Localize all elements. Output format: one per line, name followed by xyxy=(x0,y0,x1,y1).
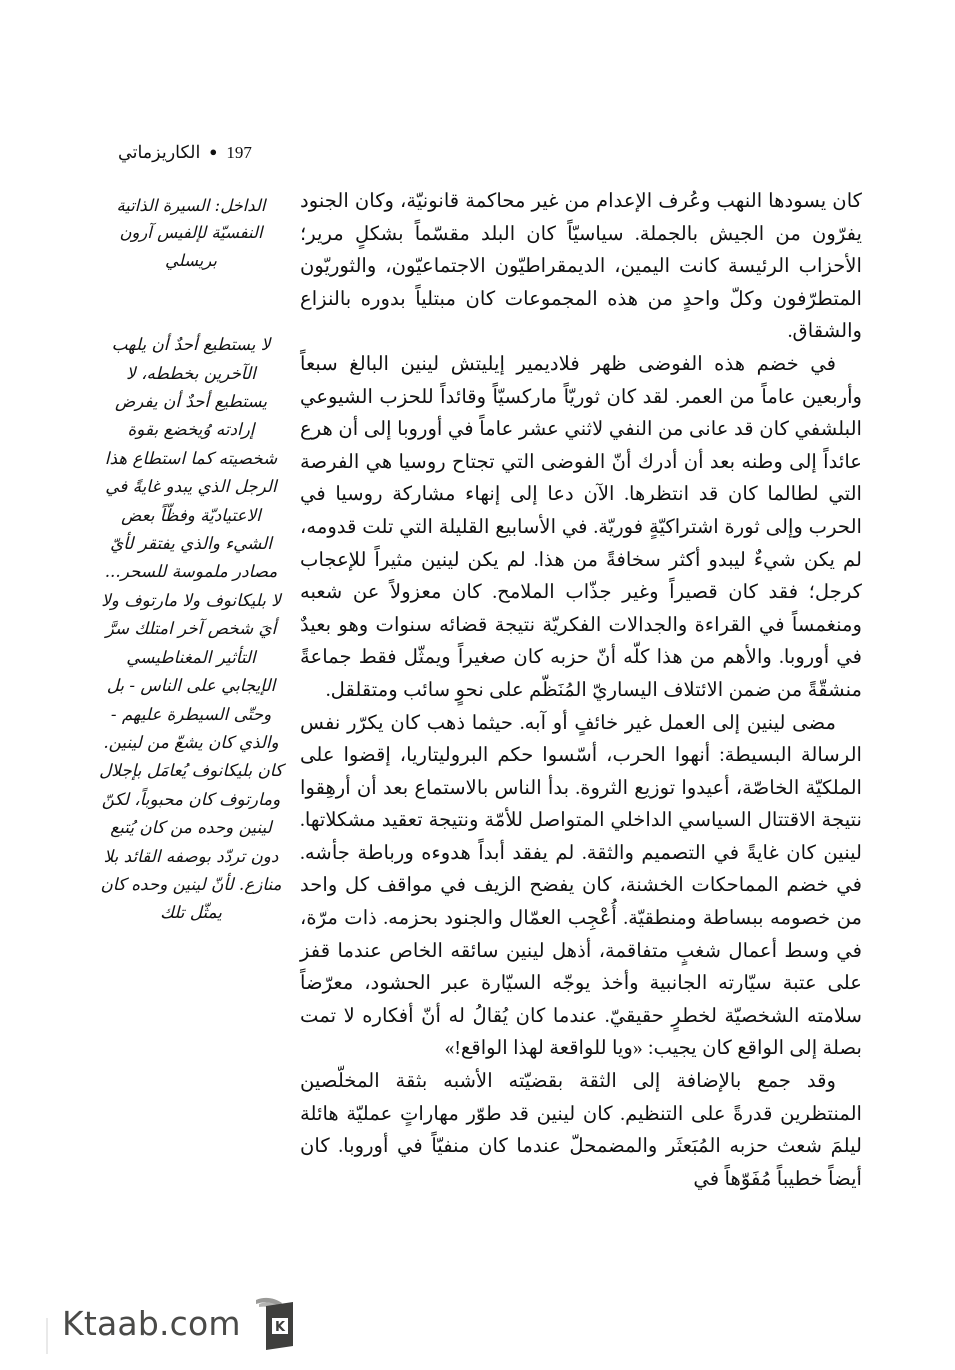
page-columns xyxy=(0,186,955,1256)
open-book-icon xyxy=(253,1294,301,1352)
running-head xyxy=(118,142,418,163)
page-number: 197 xyxy=(226,143,252,162)
main-text-column xyxy=(300,186,862,1196)
running-head-separator: ● xyxy=(209,144,218,159)
body-paragraph-3: مضى لينين إلى العمل غير خائفٍ أو آبه. حيثما ذهب كان يكرّر نفس الرسالة البسيطة: أنهوا الحرب، أسّسوا حكم البروليتاريا، إقضوا على الملكيّة الخاصّة، أعيدوا توزيع الثروة. بدأ الناس بالاستماع بعد أن أرهِقوا نتيجة الاقتتال السياسي الداخلي المتواصل للأمّة ونتيجة تعقيد مشكلاتها. لينين كان غايةً في التصميم والثقة. لم يفقد أبداً هدوءه ورباطة جأشه. في خضم المماحكات الخشنة، كان يفضح الزيف في مواقف كل واحد من خصومه ببساطة ومنطقيّة. أُعْجِب العمّال والجنود بحزمه. ذات مرّة، في وسط أعمال شغبٍ متفاقمة، أذهل لينين سائقه الخاص عندما قفز على عتبة سيّارته الجانبية وأخذ يوجّه السيّارة عبر الحشود، معرّضاً سلامته الشخصيّة لخطرٍ حقيقيّ. عندما كان يُقالُ له أنّ أفكاره لا تمت بصلة إلى الواقع كان يجيب: «ويا للواقعة لهذا الواقع!» xyxy=(300,712,862,1060)
svg-text:K: K xyxy=(274,1320,285,1335)
page-edge-artifact xyxy=(46,1318,48,1354)
body-paragraph-4: وقد جمع بالإضافة إلى الثقة بقضيّته الأشبه بثقة المخلّصين المنتظرين قدرةً على التنظيم. كان لينين قد طوّر مهاراتٍ عمليّة هائلة ليلمَ شعث حزبه المُبَعثَر والمضمحلّ عندما كان منفيّاً في أوروبا. كان أيضاً خطيباً مُفَوّهاً في xyxy=(300,1071,862,1190)
sidebar-caption: الداخل: السيرة الذاتية النفسيّة لإلفيس آرون بريسلي xyxy=(116,196,266,270)
sidebar-column xyxy=(98,192,284,927)
watermark-text: Ktaab.com xyxy=(62,1303,241,1343)
body-paragraph-2: في خضم هذه الفوضى ظهر فلاديمير إيليتش لينين البالغ سبعاً وأربعين عاماً من العمر. لقد كان ثوريّاً ماركسيّاً وقائداً للحزب الشيوعي البلشفي كان قد عانى من النفي لاثني عشر عاماً في أوروبا إلى أن هرع عائداً إلى وطنه بعد أن أدرك أنّ الفوضى التي تجتاح روسيا هي الفرصة التي لطالما كان قد انتظرها. الآن دعا إلى إنهاء مشاركة روسيا في الحرب وإلى ثورة اشتراكيّةٍ فوريّة. في الأسابيع القليلة التي تلت قدومه، لم يكن شيءٌ ليبدو أكثر سخافةً من هذا. لم يكن لينين مثيراً للإعجاب كرجل؛ فقد كان قصيراً وغير جذّاب الملامح. كان معزولاً عن شعبه ومنغمساً في القراءة والجدالات الفكريّة نتيجة قضائه سنوات وهو بعيدٌ في أوروبا. والأهم من هذا كلّه أنّ حزبه كان صغيراً ويمثّل فقط جماعةً منشقّةً من ضمن الائتلاف اليساريّ المُنَظّم على نحوٍ سائب ومتقلقل. xyxy=(300,353,862,701)
watermark xyxy=(62,1294,301,1352)
sidebar-pull-quote: لا يستطيع أحدٌ أن يلهب الآخرين بخططه، لا يستطيع أحدٌ أن يفرض إرادته وُيخضع بقوة شخصيته كما استطاع هذا الرجل الذي يبدو غايةً في الاعتياديّة وفظّاً بعض الشيء والذي يفتقر لأيّ مصادر ملموسة للسحر... لا بليكانوف ولا مارتوف ولا أيَ شخص آخر امتلك سرَّ التأثير المغناطيسي الإيجابي على الناس - بل وحتّى السيطرة عليهم - والذي كان يشعّ من لينين. كان بليكانوف يُعامَل بإجلال ومارتوف كان محبوباً، لكنّ لينين وحده من كان يُتبع دون تردّد بوصفه القائد بلا منازع. لأنّ لينين وحده كان يمثّل تلك xyxy=(99,334,283,923)
body-paragraph-1: كان يسودها النهب وعُرف الإعدام من غير محاكمة قانونيّة، وكان الجنود يفرّون من الجيش بالجملة. سياسيّاً كان البلد مقسّماً بشكلٍ مرير؛ الأحزاب الرئيسة كانت اليمين، الديمقراطيّون الاجتماعيّون، والثوريّون المتطرّفون وكلّ واحدٍ من هذه المجموعات كان مبتلياً بدوره بالنزاع والشقاق. xyxy=(300,191,862,343)
running-head-title: الكاريزماتي xyxy=(118,142,201,162)
